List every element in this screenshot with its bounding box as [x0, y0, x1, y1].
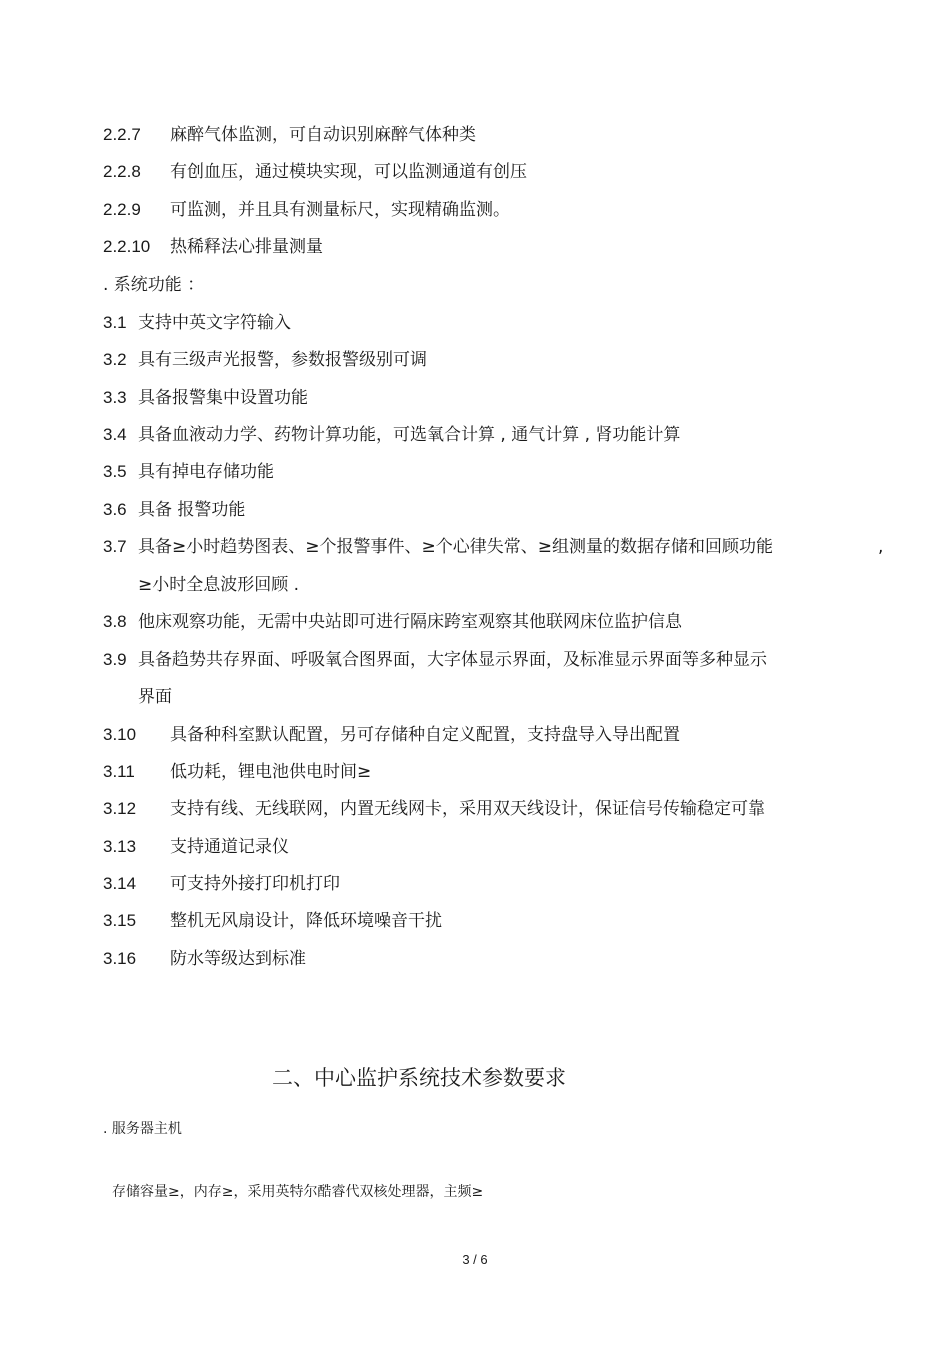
item-text: 整机无风扇设计，降低环境噪音干扰: [170, 911, 442, 931]
item-text: 支持中英文字符输入: [138, 313, 291, 333]
item-number: 3.8: [103, 612, 127, 631]
subsection-heading: . 服务器主机: [103, 1121, 182, 1137]
item-number: 3.1: [103, 313, 127, 332]
item-text: 具备≥小时趋势图表、≥个报警事件、≥个心律失常、≥组测量的数据存储和回顾功能: [138, 537, 773, 557]
item-text: 具备血液动力学、药物计算功能，可选氧合计算 , 通气计算 , 肾功能计算: [138, 425, 681, 445]
item-number: 2.2.7: [103, 125, 141, 144]
item-number: 3.5: [103, 462, 127, 481]
server-spec-text: 存储容量≥，内存≥，采用英特尔酷睿代双核处理器，主频≥: [112, 1184, 484, 1200]
item-number: 2.2.9: [103, 200, 141, 219]
item-text: ≥小时全息波形回顾 .: [138, 575, 300, 595]
item-number: 3.16: [103, 949, 137, 968]
item-text: 具备种科室默认配置，另可存储种自定义配置，支持盘导入导出配置: [170, 725, 680, 745]
item-text: 界面: [138, 687, 172, 707]
item-trailing-comma: ,: [878, 537, 884, 557]
section-heading-text: . 系统功能 ：: [103, 275, 205, 295]
item-text: 支持通道记录仪: [170, 837, 289, 857]
page-number: 3 / 6: [462, 1252, 488, 1267]
item-number: 3.15: [103, 911, 137, 930]
item-number: 3.11: [103, 762, 135, 781]
item-number: 3.9: [103, 650, 127, 669]
item-number: 3.7: [103, 537, 127, 556]
item-number: 3.4: [103, 425, 127, 444]
item-number: 3.3: [103, 388, 127, 407]
item-text: 可支持外接打印机打印: [170, 874, 340, 894]
item-number: 3.2: [103, 350, 127, 369]
item-text: 热稀释法心排量测量: [170, 237, 323, 257]
item-text: 麻醉气体监测，可自动识别麻醉气体种类: [170, 125, 476, 145]
item-number: 3.12: [103, 799, 137, 818]
item-text: 有创血压，通过模块实现，可以监测通道有创压: [170, 162, 527, 182]
item-text: 具备 报警功能: [138, 500, 246, 520]
item-number: 3.10: [103, 725, 137, 744]
item-text: 防水等级达到标准: [170, 949, 306, 969]
section-title: 二、中心监护系统技术参数要求: [272, 1066, 566, 1090]
item-text: 具备报警集中设置功能: [138, 388, 308, 408]
item-number: 3.14: [103, 874, 137, 893]
item-text: 可监测，并且具有测量标尺，实现精确监测。: [170, 200, 510, 220]
item-text: 低功耗，锂电池供电时间≥: [170, 762, 372, 782]
item-text: 具备趋势共存界面、呼吸氧合图界面，大字体显示界面，及标准显示界面等多种显示: [138, 650, 767, 670]
item-text: 支持有线、无线联网，内置无线网卡，采用双天线设计，保证信号传输稳定可靠: [170, 799, 765, 819]
item-text: 具有掉电存储功能: [138, 462, 274, 482]
item-number: 3.6: [103, 500, 127, 519]
item-number: 2.2.10: [103, 237, 151, 256]
item-number: 2.2.8: [103, 162, 141, 181]
item-text: 他床观察功能，无需中央站即可进行隔床跨室观察其他联网床位监护信息: [138, 612, 682, 632]
item-text: 具有三级声光报警，参数报警级别可调: [138, 350, 427, 370]
item-number: 3.13: [103, 837, 137, 856]
